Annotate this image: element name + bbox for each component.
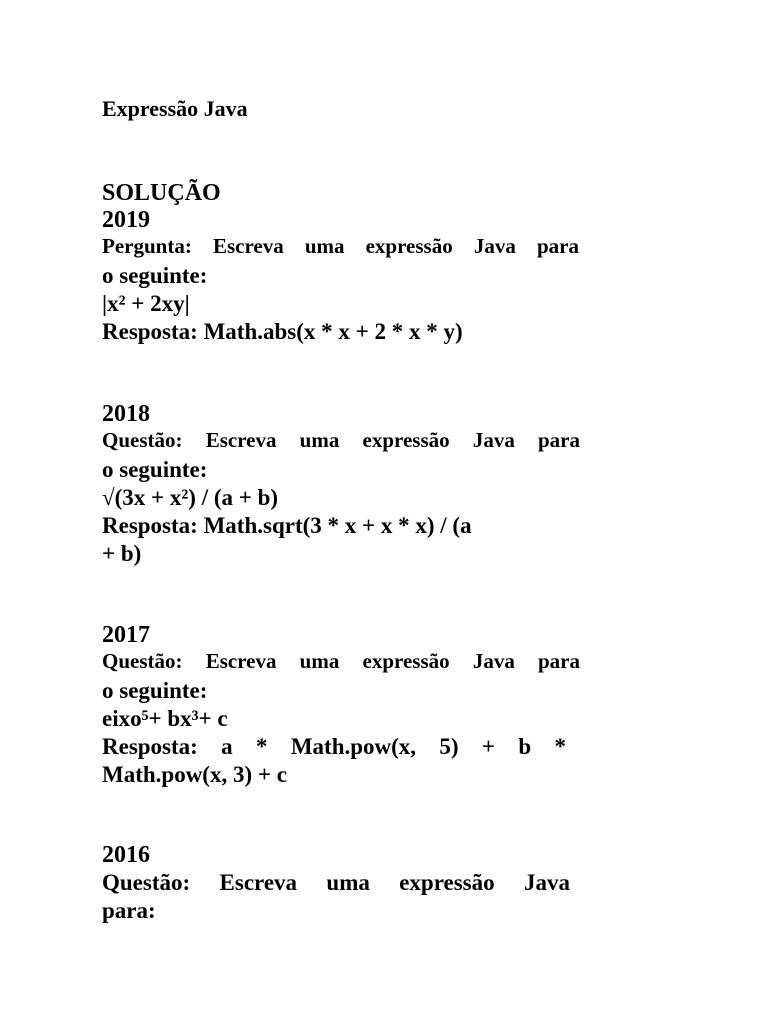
question-word: Escreva	[205, 428, 277, 452]
section-year-2017: 2017	[102, 622, 150, 648]
question-word: uma	[326, 870, 370, 895]
question-word: Escreva	[205, 649, 277, 673]
question-word: expressão	[362, 428, 450, 452]
answer-word: +	[481, 734, 495, 759]
answer-2019: Resposta: Math.abs(x * x + 2 * x * y)	[102, 319, 463, 344]
answer-2018-line2: + b)	[102, 541, 142, 566]
question-line-2019	[102, 236, 579, 257]
question-word: uma	[299, 428, 340, 452]
answer-2017-line2: Math.pow(x, 3) + c	[102, 762, 287, 787]
answer-word: *	[554, 734, 566, 759]
expression-2019: |x² + 2xy|	[102, 291, 190, 316]
question-word: para	[538, 428, 580, 452]
answer-word: a	[221, 734, 233, 759]
question-word: Java	[472, 428, 515, 452]
answer-word: Resposta:	[102, 734, 198, 759]
question-continuation-2017: o seguinte:	[102, 678, 208, 703]
answer-word: b	[518, 734, 532, 759]
question-word: Escreva	[212, 234, 284, 258]
question-word: para	[538, 649, 580, 673]
question-word: Questão:	[102, 870, 191, 895]
question-word: expressão	[365, 234, 453, 258]
question-word: Java	[523, 870, 570, 895]
answer-2017-line1	[102, 735, 566, 758]
section-year-2016: 2016	[102, 842, 150, 868]
question-continuation-2018: o seguinte:	[102, 457, 208, 482]
answer-word: 5)	[439, 734, 459, 759]
solution-heading: SOLUÇÃO	[102, 180, 221, 206]
question-word: uma	[304, 234, 345, 258]
question-word: Escreva	[219, 870, 298, 895]
answer-word: *	[256, 734, 268, 759]
question-line-2018	[102, 430, 580, 451]
answer-2018-line1: Resposta: Math.sqrt(3 * x + x * x) / (a	[102, 513, 472, 538]
section-year-2018: 2018	[102, 401, 150, 427]
expression-2017: eixo⁵+ bx³+ c	[102, 706, 228, 731]
answer-word: Math.pow(x,	[290, 734, 417, 759]
section-year-2019: 2019	[102, 207, 150, 233]
question-word: Java	[473, 234, 516, 258]
question-line-2017	[102, 651, 580, 672]
question-continuation-2016: para:	[102, 898, 156, 923]
question-word: Questão:	[102, 428, 183, 452]
question-word: Pergunta:	[102, 234, 192, 258]
question-line-2016	[102, 871, 570, 894]
question-word: para	[536, 234, 579, 258]
document-title: Expressão Java	[102, 96, 248, 121]
question-word: expressão	[362, 649, 450, 673]
question-word: Questão:	[102, 649, 183, 673]
expression-2018: √(3x + x²) / (a + b)	[102, 485, 279, 510]
question-word: Java	[472, 649, 515, 673]
question-continuation-2019: o seguinte:	[102, 263, 208, 288]
question-word: uma	[299, 649, 340, 673]
question-word: expressão	[399, 870, 495, 895]
